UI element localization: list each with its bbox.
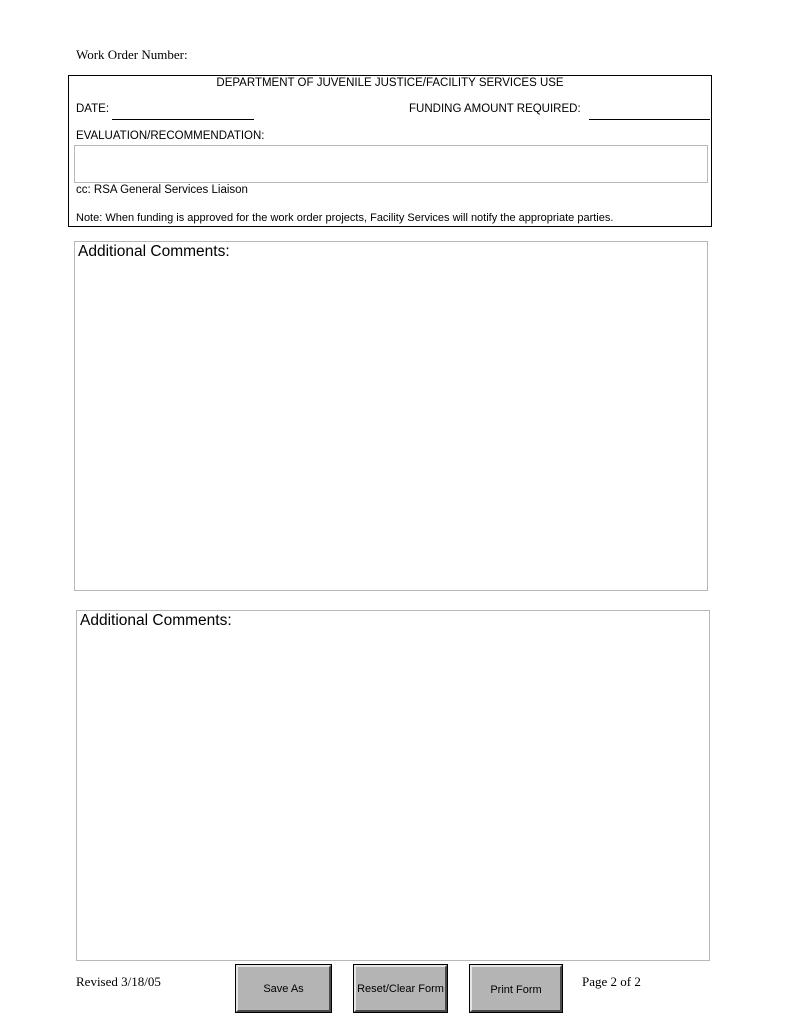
funding-amount-input[interactable] <box>589 119 710 120</box>
note-text: Note: When funding is approved for the work order projects, Facility Services will notify the appropriate parties. <box>76 212 614 224</box>
section-title: DEPARTMENT OF JUVENILE JUSTICE/FACILITY SERVICES USE <box>216 77 564 89</box>
print-form-button[interactable]: Print Form <box>470 965 562 1012</box>
date-label: DATE: <box>76 103 110 115</box>
save-as-button[interactable]: Save As <box>236 965 331 1012</box>
reset-clear-form-button[interactable]: Reset/Clear Form <box>354 965 447 1012</box>
additional-comments-field[interactable] <box>76 610 710 961</box>
evaluation-input[interactable] <box>74 145 708 183</box>
revision-date: Revised 3/18/05 <box>76 974 161 989</box>
additional-comments-label: Additional Comments: <box>80 612 232 629</box>
additional-comments-field[interactable] <box>74 241 708 591</box>
date-input[interactable] <box>112 119 254 120</box>
evaluation-label: EVALUATION/RECOMMENDATION: <box>76 130 265 142</box>
facility-services-section <box>68 75 712 227</box>
page-number: Page 2 of 2 <box>582 974 641 989</box>
work-order-number-label: Work Order Number: <box>76 47 188 62</box>
additional-comments-label: Additional Comments: <box>78 243 230 260</box>
funding-amount-label: FUNDING AMOUNT REQUIRED: <box>409 103 581 115</box>
cc-text: cc: RSA General Services Liaison <box>76 184 248 196</box>
